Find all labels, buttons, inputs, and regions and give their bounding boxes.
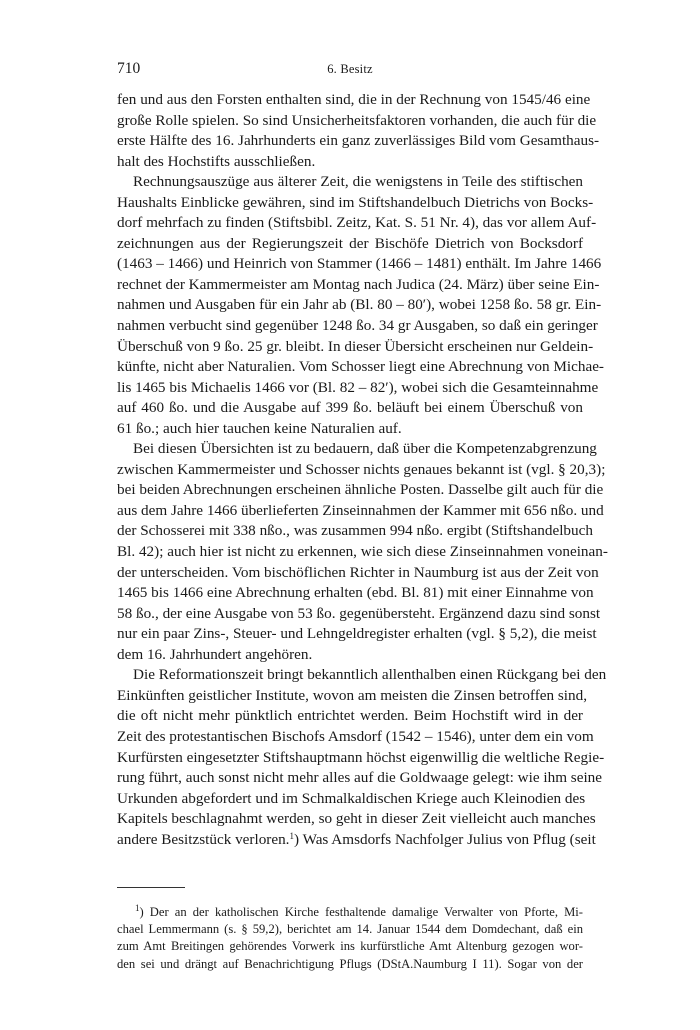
text-line: künfte, nicht aber Naturalien. Vom Schosser liegt eine Abrechnung von Michae- [117,358,604,376]
text-line: auf 460 ßo. und die Ausgabe auf 399 ßo. beläuft bei einem Überschuß von [117,399,583,417]
text-line: 58 ßo., der eine Ausgabe von 53 ßo. gegenübersteht. Ergänzend dazu sind sonst [117,604,601,622]
text-line: Kapitels beschlagnahmt werden, so geht in dieser Zeit vielleicht auch manches [117,810,596,828]
text-line: der Schosserei mit 338 nßo., was zusammen 994 nßo. ergibt (Stiftshandelbuch [117,522,593,540]
text-line: der unterscheiden. Vom bischöflichen Richter in Naumburg ist aus der Zeit von [117,563,599,581]
text-line: 1465 bis 1466 eine Abrechnung erhalten (ebd. Bl. 81) mit einer Einnahme von [117,584,594,602]
footnote-reference: 1 [289,830,294,841]
text-line: zwischen Kammermeister und Schosser nichts genaues bekannt ist (vgl. § 20,3); [117,460,606,478]
text-line: rung führt, auch sonst nicht mehr alles auf die Goldwaage gelegt: wie ihm seine [117,769,603,787]
footnote-line: zum Amt Breitingen gehörendes Vorwerk ins kurfürstliche Amt Altenburg gezogen wor- [117,939,583,954]
text-line: Zeit des protestantischen Bischofs Amsdorf (1542 – 1546), unter dem ein vom [117,727,594,745]
footnote-line: chael Lemmermann (s. § 59,2), berichtet am 14. Januar 1544 dem Domdechant, daß ein [117,922,583,937]
text-line: andere Besitzstück verloren.$^1$) Was Amsdorfs Nachfolger Julius von Pflug (seit [117,830,596,848]
text-segment: andere Besitzstück verloren. [117,830,290,848]
text-line: Kurfürsten eingesetzter Stiftshauptmann höchst eigenwillig die weltliche Regie- [117,748,605,766]
text-line: halt des Hochstifts ausschließen. [117,152,316,170]
text-line: Rechnungsauszüge aus älterer Zeit, die wenigstens in Teile des stiftischen [133,173,583,191]
text-line: rechnet der Kammermeister am Montag nach Judica (24. März) über seine Ein- [117,275,600,293]
text-line: nahmen und Ausgaben für ein Jahr ab (Bl. 80 – 80′), wobei 1258 ßo. 58 gr. Ein- [117,296,602,314]
text-line: nahmen verbucht sind gegenüber 1248 ßo. 34 gr Ausgaben, so daß ein geringer [117,317,598,335]
footnote-marker: 1 [135,903,140,913]
text-line: Haushalts Einblicke gewähren, sind im Stiftshandelbuch Dietrichs von Bocks- [117,193,594,211]
text-line: dorf mehrfach zu finden (Stiftsbibl. Zeitz, Kat. S. 51 Nr. 4), das vor allem Auf- [117,214,597,232]
text-line: Die Reformationszeit bringt bekanntlich allenthalben einen Rückgang bei den [133,666,607,684]
text-segment: Was Amsdorfs Nachfolger Julius von Pflug (seit [302,830,596,848]
text-line: erste Hälfte des 16. Jahrhunderts ein ganz zuverlässiges Bild vom Gesamthaus- [117,132,600,150]
text-line: lis 1465 bis Michaelis 1466 vor (Bl. 82 – 82′), wobei sich die Gesamteinnahme [117,378,599,396]
text-line: Einkünften geistlicher Institute, wovon am meisten die Zinsen betroffen sind, [117,686,588,704]
text-segment: Der an der katholischen Kirche festhaltende damalige Verwalter von Pforte, Mi- [149,905,583,919]
text-line: dem 16. Jahrhundert angehören. [117,645,313,663]
text-line: nur ein paar Zins-, Steuer- und Lehngeldregister erhalten (vgl. § 5,2), die meist [117,625,597,643]
footnote-separator [117,887,185,888]
text-line: große Rolle spielen. So sind Unsicherheitsfaktoren vorhanden, die auch für die [117,111,597,129]
text-line: aus dem Jahre 1466 überlieferten Zinseinnahmen der Kammer mit 656 nßo. und [117,501,604,519]
footnote-line: $^1$) Der an der katholischen Kirche festhaltende damalige Verwalter von Pforte, Mi- [135,903,583,919]
text-line: 61 ßo.; auch hier tauchen keine Naturalien auf. [117,419,402,437]
text-line: die oft nicht mehr pünktlich entrichtet werden. Beim Hochstift wird in der [117,707,583,725]
footnote [117,904,583,973]
running-title: 6. Besitz [327,62,373,76]
text-line: Urkunden abgefordert und im Schmalkaldischen Kriege auch Kleinodien des [117,789,586,807]
text-line: Überschuß von 9 ßo. 25 gr. bleibt. In dieser Übersicht erscheinen nur Geldein- [117,337,594,355]
text-line: zeichnungen aus der Regierungszeit der Bischöfe Dietrich von Bocksdorf [117,234,583,252]
footnote-line: den sei und drängt auf Benachrichtigung Pflugs (DStA.Naumburg I 11). Sogar von der [117,956,583,971]
body-text [117,90,608,850]
text-line: Bl. 42); auch hier ist nicht zu erkennen, wie sich diese Zinseinnahmen voneinan- [117,543,608,561]
text-line: fen und aus den Forsten enthalten sind, die in der Rechnung von 1545/46 eine [117,91,591,108]
text-line: (1463 – 1466) und Heinrich von Stammer (1466 – 1481) enthält. Im Jahre 1466 [117,255,602,273]
text-line: Bei diesen Übersichten ist zu bedauern, daß über die Kompetenzabgrenzung [133,440,597,458]
text-line: bei beiden Abrechnungen erscheinen ähnliche Posten. Dasselbe gilt auch für die [117,481,604,499]
page-number: 710 [117,60,141,77]
